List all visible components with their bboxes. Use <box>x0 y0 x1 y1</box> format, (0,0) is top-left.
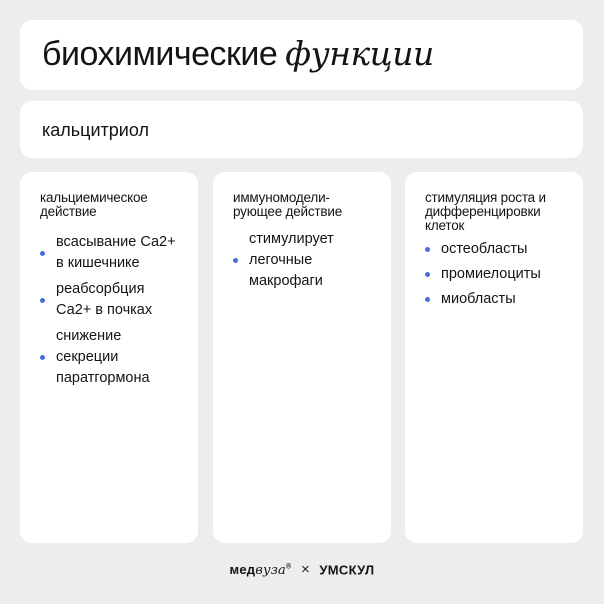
brand-separator: × <box>300 561 310 579</box>
subtitle-card <box>20 101 583 158</box>
list-item-text: остеобласты <box>441 241 528 257</box>
registered-mark: ® <box>286 564 292 571</box>
bullet-list <box>233 229 383 297</box>
bullet-dot-icon <box>233 258 238 263</box>
brand-logo-umskul: УМСКУЛ <box>319 562 375 578</box>
list-item-text: миобласты <box>441 291 516 307</box>
brand-logo-italic: вуза <box>255 563 286 579</box>
list-item <box>40 279 190 321</box>
column-card-2 <box>213 172 391 543</box>
subtitle: кальцитриол <box>42 120 149 140</box>
list-item-text: снижение секреции паратгормона <box>56 328 150 386</box>
brand-logo-part: мед <box>229 562 256 578</box>
list-item <box>40 232 190 274</box>
column-card-1 <box>20 172 198 543</box>
title-plain: биохимические <box>42 35 278 73</box>
list-item <box>425 264 575 285</box>
bullet-list <box>40 232 190 394</box>
bullet-list <box>425 239 575 314</box>
bullet-dot-icon <box>425 247 430 252</box>
brand-logo-medvuza <box>230 562 292 577</box>
list-item-text: стимулирует легочные макрофаги <box>249 231 334 289</box>
bullet-dot-icon <box>40 251 45 256</box>
bullet-dot-icon <box>425 272 430 277</box>
column-heading: кальциемическое действие <box>40 190 148 219</box>
page-title <box>42 34 434 74</box>
list-item <box>425 239 575 260</box>
bullet-dot-icon <box>40 298 45 303</box>
list-item <box>40 326 190 389</box>
column-heading: стимуляция роста и дифференцировки клеток <box>425 190 546 233</box>
list-item <box>233 229 383 292</box>
title-card <box>20 20 583 90</box>
list-item-text: реабсорбция Са2+ в почках <box>56 281 153 318</box>
footer-logos <box>0 559 604 580</box>
list-item-text: промиелоциты <box>441 266 541 282</box>
list-item-text: всасывание Са2+ в кишечнике <box>56 234 176 271</box>
title-italic: функции <box>285 34 434 73</box>
bullet-dot-icon <box>40 355 45 360</box>
column-heading: иммуномодели- рующее действие <box>233 190 343 219</box>
bullet-dot-icon <box>425 297 430 302</box>
column-card-3 <box>405 172 583 543</box>
list-item <box>425 289 575 310</box>
